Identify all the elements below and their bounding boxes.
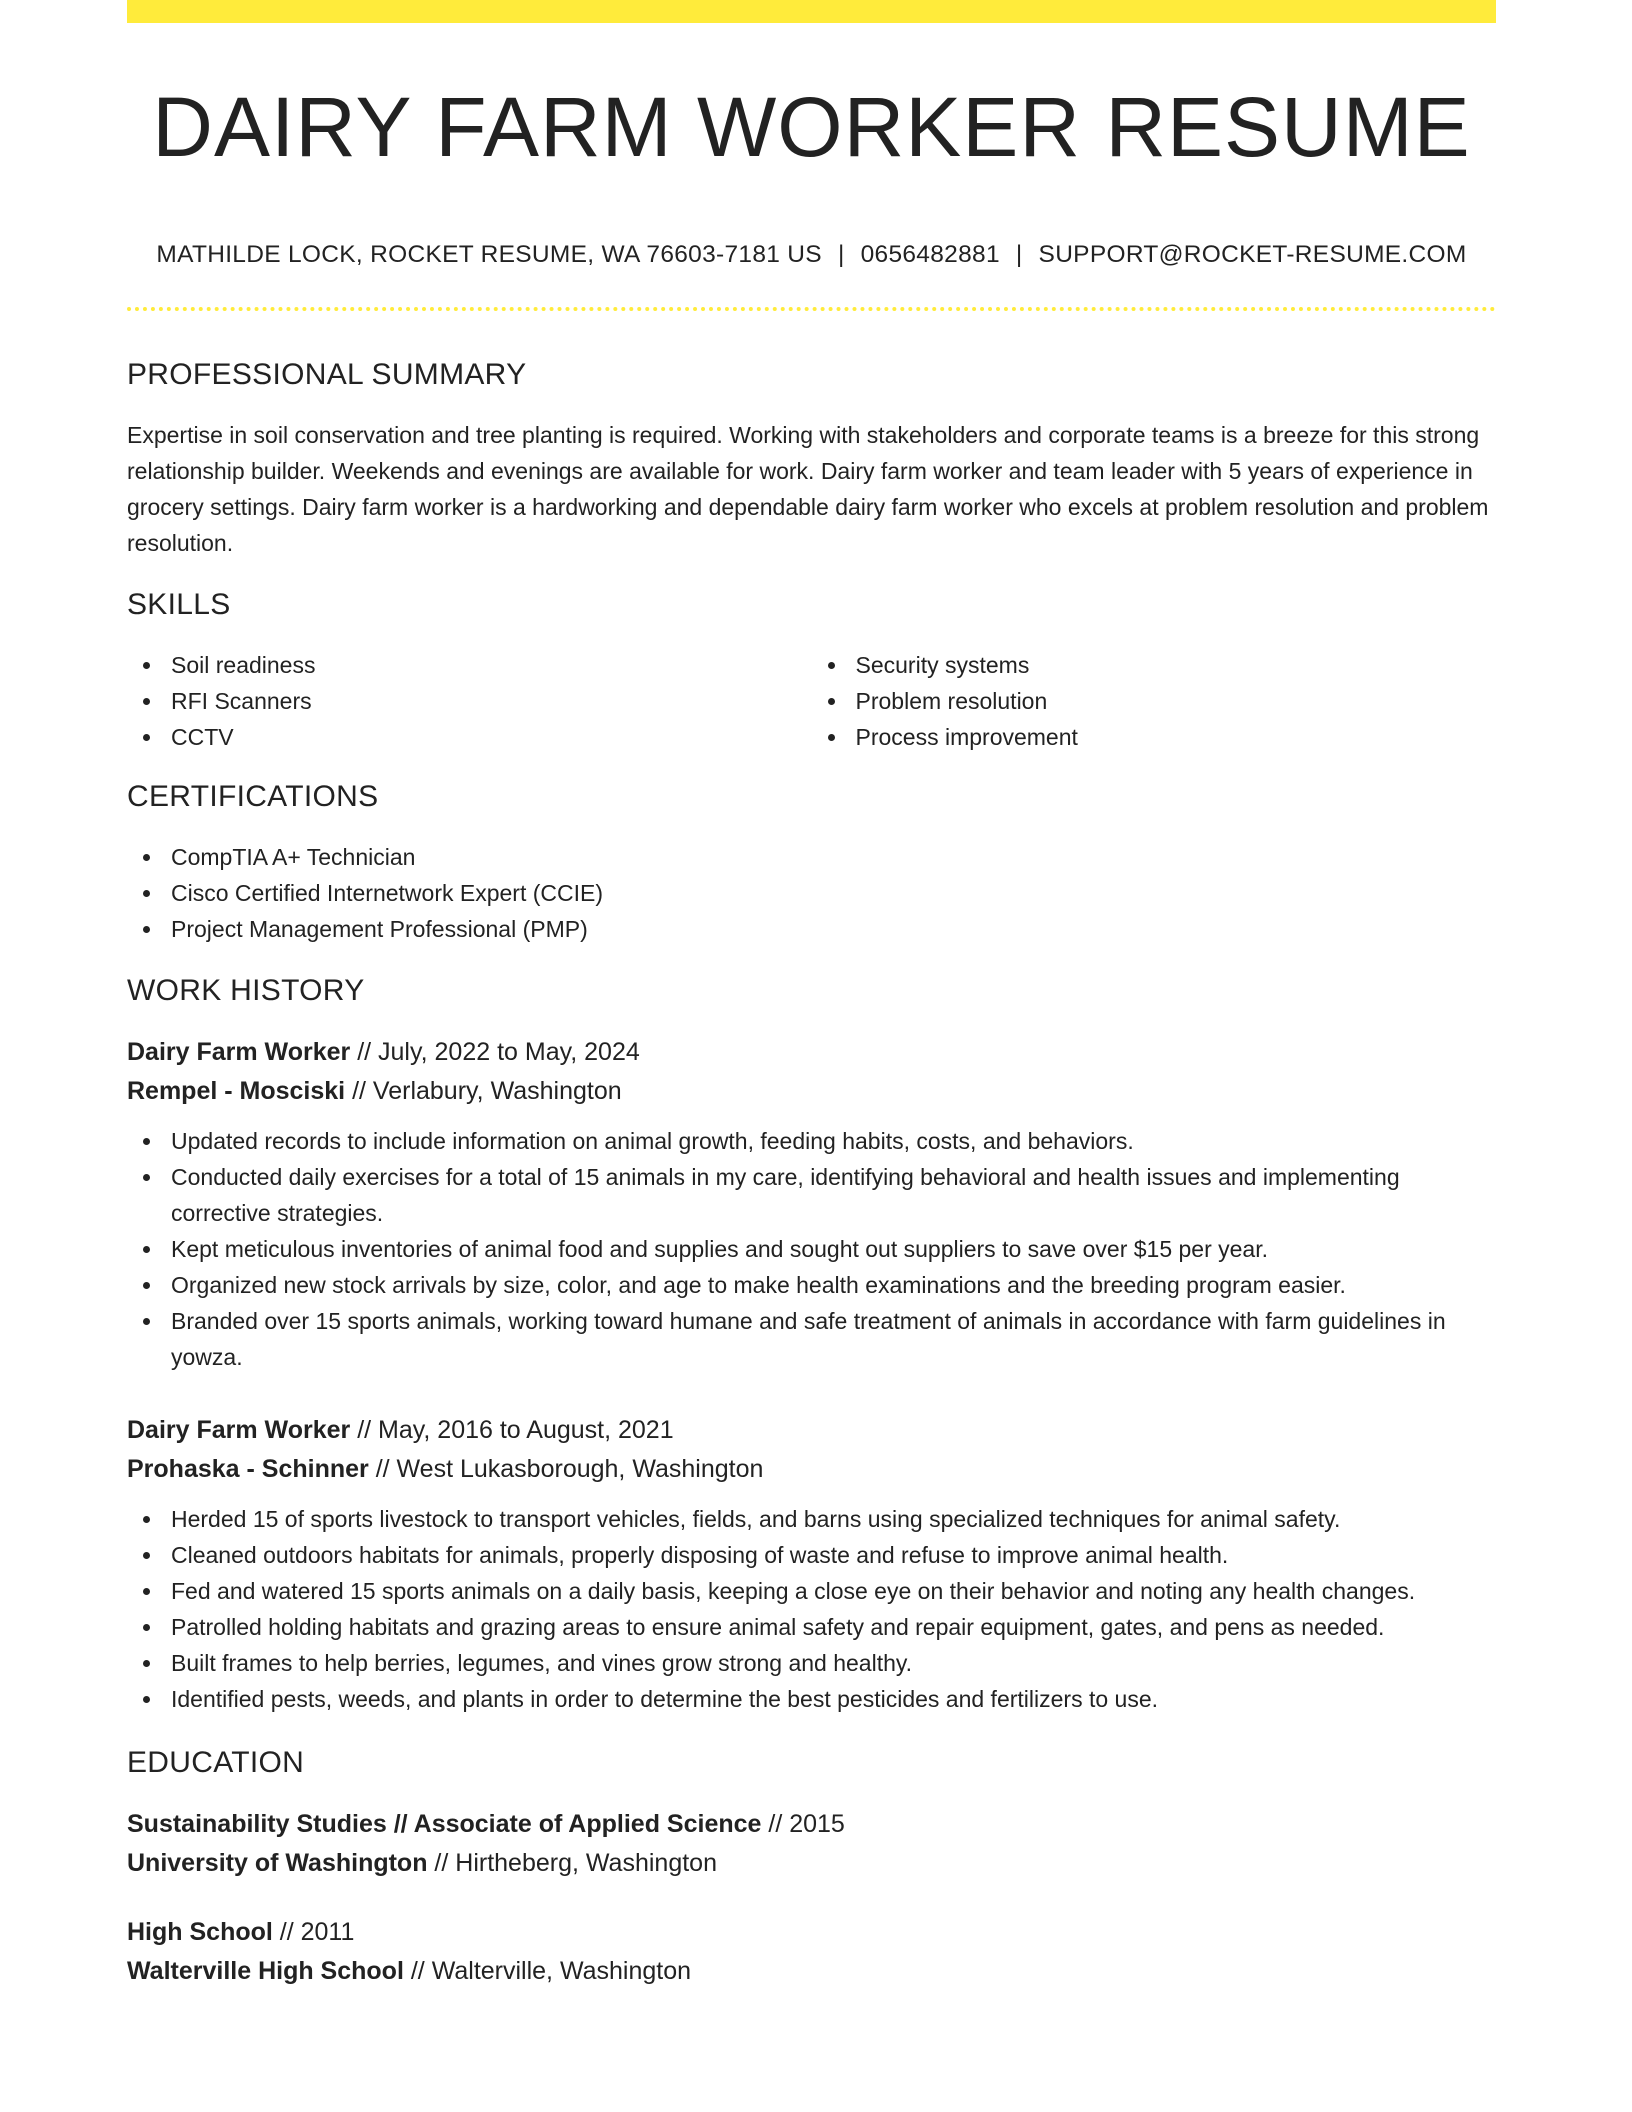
contact-address: MATHILDE LOCK, ROCKET RESUME, WA 76603-7181 US	[156, 241, 822, 268]
job-bullet: Branded over 15 sports animals, working toward humane and safe treatment of animals in accordance with farm guidelines in yowza.	[127, 1303, 1496, 1375]
job-location: // West Lukasborough, Washington	[368, 1455, 764, 1483]
job-bullet: Identified pests, weeds, and plants in order to determine the best pesticides and fertilizers to use.	[127, 1681, 1496, 1717]
job-company-line	[127, 1450, 1496, 1489]
job-company: Prohaska - Schinner	[127, 1455, 369, 1483]
skill-item: Process improvement	[812, 719, 1497, 755]
skill-item: RFI Scanners	[127, 683, 812, 719]
education-degree-line	[127, 1805, 1496, 1844]
job-title: Dairy Farm Worker	[127, 1416, 351, 1444]
certification-item: Cisco Certified Internetwork Expert (CCIE)	[127, 875, 1496, 911]
education-location: // Walterville, Washington	[403, 1957, 692, 1985]
education-school-line	[127, 1844, 1496, 1883]
skills-heading: SKILLS	[127, 588, 231, 621]
job-company: Rempel - Mosciski	[127, 1077, 346, 1105]
skills-column-right	[812, 647, 1497, 755]
certification-item: Project Management Professional (PMP)	[127, 911, 1496, 947]
job-bullet: Fed and watered 15 sports animals on a daily basis, keeping a close eye on their behavior and noting any health changes.	[127, 1573, 1496, 1609]
education-school-line	[127, 1952, 1496, 1991]
skill-item: Security systems	[812, 647, 1497, 683]
resume-title: DAIRY FARM WORKER RESUME	[152, 80, 1471, 174]
education-degree: Sustainability Studies // Associate of Applied Science	[127, 1810, 762, 1838]
work-history-heading: WORK HISTORY	[127, 974, 365, 1007]
education-entry	[127, 1805, 1496, 1883]
skills-grid	[127, 647, 1496, 755]
certification-item: CompTIA A+ Technician	[127, 839, 1496, 875]
education-year: // 2015	[761, 1810, 845, 1838]
skill-item: Problem resolution	[812, 683, 1497, 719]
job-title-line	[127, 1033, 1496, 1072]
education-school: Walterville High School	[127, 1957, 404, 1985]
job-bullet: Built frames to help berries, legumes, and vines grow strong and healthy.	[127, 1645, 1496, 1681]
job-bullets	[127, 1123, 1496, 1375]
job-entry	[127, 1033, 1496, 1375]
skill-item: CCTV	[127, 719, 812, 755]
contact-phone: 0656482881	[860, 241, 1000, 268]
job-bullet: Conducted daily exercises for a total of 15 animals in my care, identifying behavioral and health issues and implementing corrective strategies.	[127, 1159, 1496, 1231]
job-bullet: Organized new stock arrivals by size, color, and age to make health examinations and the breeding program easier.	[127, 1267, 1496, 1303]
job-bullet: Patrolled holding habitats and grazing areas to ensure animal safety and repair equipment, gates, and pens as needed.	[127, 1609, 1496, 1645]
education-school: University of Washington	[127, 1849, 428, 1877]
education-degree-line	[127, 1913, 1496, 1952]
job-entry	[127, 1411, 1496, 1717]
contact-separator: |	[1015, 241, 1023, 268]
skills-column-left	[127, 647, 812, 755]
dotted-divider	[127, 307, 1496, 311]
summary-heading: PROFESSIONAL SUMMARY	[127, 358, 527, 391]
job-title-line	[127, 1411, 1496, 1450]
top-accent-bar	[127, 0, 1496, 23]
skill-item: Soil readiness	[127, 647, 812, 683]
job-bullets	[127, 1501, 1496, 1717]
education-year: // 2011	[272, 1918, 355, 1946]
education-entry	[127, 1913, 1496, 1991]
job-location: // Verlabury, Washington	[345, 1077, 622, 1105]
job-bullet: Herded 15 of sports livestock to transport vehicles, fields, and barns using specialized techniques for animal safety.	[127, 1501, 1496, 1537]
certifications-list	[127, 839, 1496, 947]
job-dates: // May, 2016 to August, 2021	[350, 1416, 674, 1444]
job-dates: // July, 2022 to May, 2024	[350, 1038, 640, 1066]
certifications-heading: CERTIFICATIONS	[127, 780, 379, 813]
education-degree: High School	[127, 1918, 273, 1946]
summary-text: Expertise in soil conservation and tree planting is required. Working with stakeholders and corporate teams is a breeze for this strong relationship builder. Weekends and evenings are available for work. Dairy farm worker and team leader with 5 years of experience in grocery settings. Dairy farm worker is a hardworking and dependable dairy farm worker who excels at problem resolution and problem resolution.	[127, 422, 1489, 556]
contact-separator: |	[837, 241, 845, 268]
education-heading: EDUCATION	[127, 1746, 305, 1779]
job-title: Dairy Farm Worker	[127, 1038, 351, 1066]
job-company-line	[127, 1072, 1496, 1111]
job-bullet: Updated records to include information on animal growth, feeding habits, costs, and behaviors.	[127, 1123, 1496, 1159]
education-location: // Hirtheberg, Washington	[427, 1849, 717, 1877]
contact-email: SUPPORT@ROCKET-RESUME.COM	[1038, 241, 1467, 268]
job-bullet: Kept meticulous inventories of animal food and supplies and sought out suppliers to save over $15 per year.	[127, 1231, 1496, 1267]
contact-line	[127, 241, 1496, 269]
job-bullet: Cleaned outdoors habitats for animals, properly disposing of waste and refuse to improve animal health.	[127, 1537, 1496, 1573]
resume-page	[127, 0, 1496, 1991]
